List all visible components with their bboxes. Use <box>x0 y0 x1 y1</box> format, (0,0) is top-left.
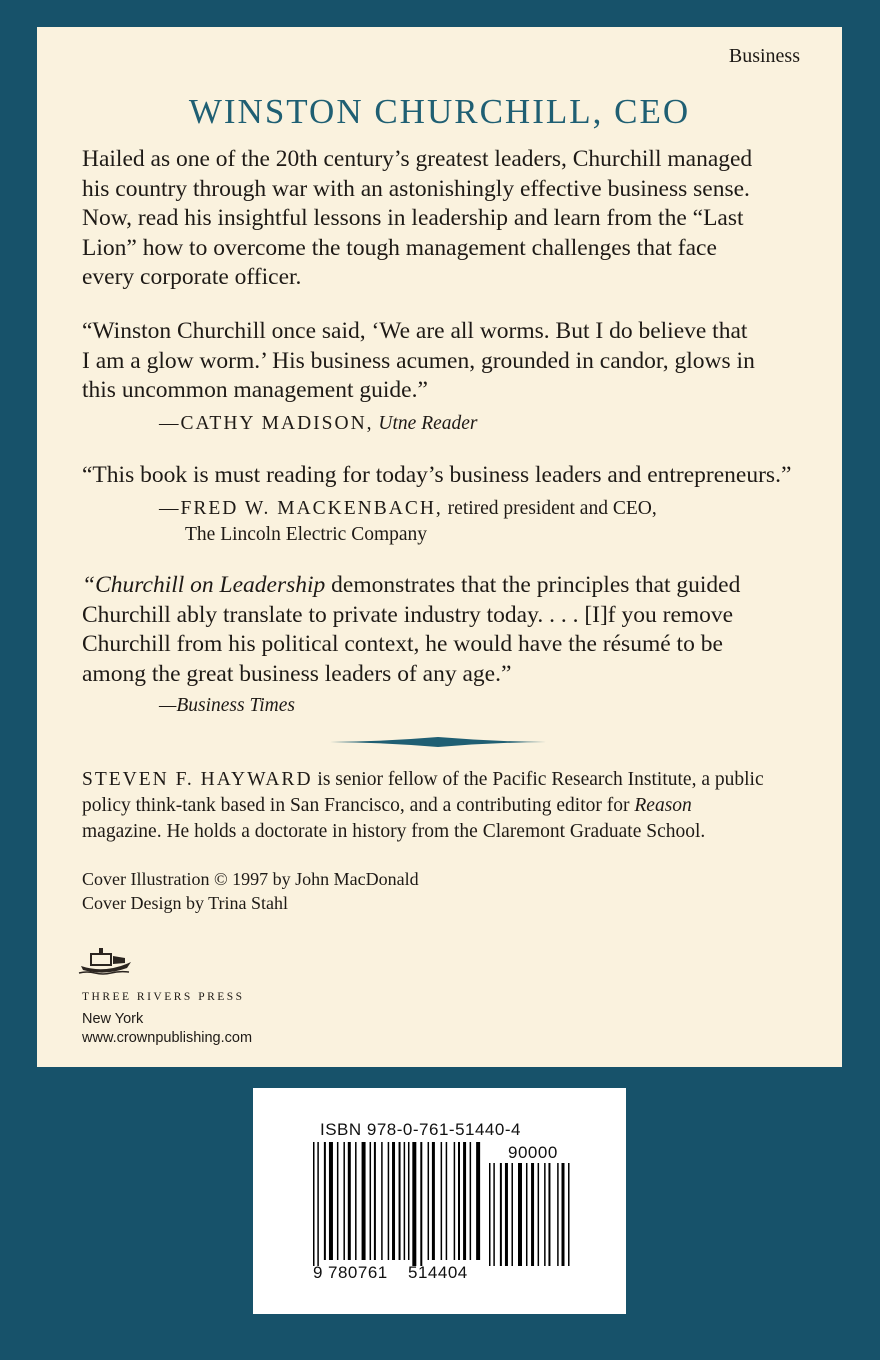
quote-source: Utne Reader <box>378 413 478 434</box>
barcode-digits-left: 780761 <box>328 1263 388 1282</box>
barcode-bar <box>441 1142 443 1260</box>
quote-mackenbach-attribution <box>159 496 657 548</box>
barcode-bar <box>329 1142 333 1260</box>
price-barcode <box>489 1163 573 1266</box>
category-label: Business <box>728 45 800 67</box>
barcode-bar <box>489 1163 491 1266</box>
publisher-city: New York <box>82 1011 144 1027</box>
barcode-bar <box>476 1142 480 1260</box>
intro-line: his country through war with an astonishingly effective business sense. <box>82 175 750 202</box>
quote-madison-attribution <box>159 411 478 437</box>
barcode-bar <box>446 1142 448 1260</box>
barcode-bar <box>388 1142 390 1260</box>
barcode-bar <box>381 1142 383 1260</box>
quote-author-org: The Lincoln Electric Company <box>185 524 428 545</box>
barcode-bar <box>432 1142 435 1260</box>
quote-line-rest: demonstrates that the principles that guided <box>325 572 741 598</box>
barcode-digits-right: 514404 <box>408 1263 468 1282</box>
barcode-bar <box>505 1163 508 1266</box>
quote-line: “This book is must reading for today’s business leaders and entrepreneurs.” <box>82 462 792 488</box>
intro-line: Lion” how to overcome the tough management challenges that face <box>82 234 717 261</box>
price-code: 90000 <box>508 1143 558 1162</box>
isbn-number: ISBN 978-0-761-51440-4 <box>320 1120 521 1139</box>
barcode-bar <box>470 1142 472 1260</box>
barcode-bar <box>493 1163 495 1266</box>
intro-line: Hailed as one of the 20th century’s greatest leaders, Churchill managed <box>82 146 753 172</box>
bio-text: policy think-tank based in San Francisco, and a contributing editor for <box>82 795 635 816</box>
barcode-bar <box>399 1142 401 1260</box>
quote-line <box>82 571 822 601</box>
bio-text: magazine. He holds a doctorate in history from the Claremont Graduate School. <box>82 821 706 842</box>
quote-business-times-source: —Business Times <box>159 695 295 716</box>
quote-madison <box>82 317 822 406</box>
barcode-bar <box>374 1142 376 1260</box>
quote-business-times <box>82 571 822 689</box>
barcode-bar <box>518 1163 522 1266</box>
barcode-bar <box>458 1142 460 1260</box>
boat-logo-icon <box>77 944 133 978</box>
barcode-area <box>253 1088 626 1314</box>
barcode-bar <box>531 1163 534 1266</box>
book-title: WINSTON CHURCHILL, CEO <box>188 92 691 131</box>
quote-open-mark: “ <box>82 572 96 598</box>
author-bio <box>82 767 822 845</box>
intro-line: Now, read his insightful lessons in leadership and learn from the “Last <box>82 205 744 231</box>
barcode-bar <box>317 1142 319 1266</box>
barcode-bar <box>538 1163 540 1266</box>
barcode-bar <box>408 1142 410 1260</box>
barcode-bar <box>428 1142 430 1260</box>
ornamental-divider <box>330 736 546 748</box>
quote-line: Churchill from his political context, he would have the résumé to be <box>82 631 723 657</box>
quote-line: Churchill ably translate to private industry today. . . . [I]f you remove <box>82 601 734 628</box>
barcode-bar <box>463 1142 466 1260</box>
barcode-bar <box>348 1142 351 1260</box>
back-cover-panel <box>37 27 842 1067</box>
design-credit: Cover Design by Trina Stahl <box>82 893 289 913</box>
barcode-bar <box>355 1142 357 1260</box>
quote-author: —CATHY MADISON, <box>159 413 374 434</box>
cover-credits <box>82 867 419 915</box>
barcode-bar <box>526 1163 528 1266</box>
barcode-bar <box>343 1142 345 1260</box>
quote-book-title: Churchill on Leadership <box>95 572 326 598</box>
bio-text: is senior fellow of the Pacific Research Institute, a public <box>312 769 764 790</box>
barcode-bar <box>511 1163 512 1266</box>
barcode-bar <box>557 1163 559 1266</box>
barcode-bar <box>392 1142 395 1260</box>
bio-author-name: STEVEN F. HAYWARD <box>82 769 313 790</box>
barcode-bar <box>454 1142 456 1260</box>
barcode-bar <box>544 1163 546 1266</box>
barcode-bar <box>337 1142 339 1260</box>
intro-blurb <box>82 145 822 293</box>
quote-author: —FRED W. MACKENBACH, <box>159 498 443 519</box>
illustration-credit: Cover Illustration © 1997 by John MacDonald <box>82 869 419 889</box>
isbn-barcode <box>313 1142 483 1266</box>
publisher-name: THREE RIVERS PRESS <box>82 991 245 1003</box>
barcode-bar <box>362 1142 366 1260</box>
barcode-bar <box>412 1142 416 1266</box>
barcode-bar <box>548 1163 550 1266</box>
barcode-bar <box>562 1163 565 1266</box>
quote-line: “Winston Churchill once said, ‘We are all worms. But I do believe that <box>82 318 748 344</box>
barcode-bar <box>420 1142 422 1266</box>
barcode-bar <box>370 1142 372 1260</box>
barcode-bar <box>404 1142 406 1260</box>
barcode-bar <box>500 1163 502 1266</box>
bio-magazine: Reason <box>634 795 692 816</box>
quote-line: I am a glow worm.’ His business acumen, grounded in candor, glows in <box>82 347 755 374</box>
barcode-bar <box>568 1163 570 1266</box>
publisher-website: www.crownpublishing.com <box>82 1030 253 1046</box>
barcode-bar <box>313 1142 315 1266</box>
quote-author-role: retired president and CEO, <box>447 498 657 519</box>
barcode-digit-first: 9 <box>313 1263 323 1282</box>
quote-mackenbach <box>82 461 822 491</box>
quote-line: among the great business leaders of any age.” <box>82 660 512 687</box>
barcode-bar <box>324 1142 326 1260</box>
intro-line: every corporate officer. <box>82 264 302 290</box>
quote-line: this uncommon management guide.” <box>82 377 428 403</box>
